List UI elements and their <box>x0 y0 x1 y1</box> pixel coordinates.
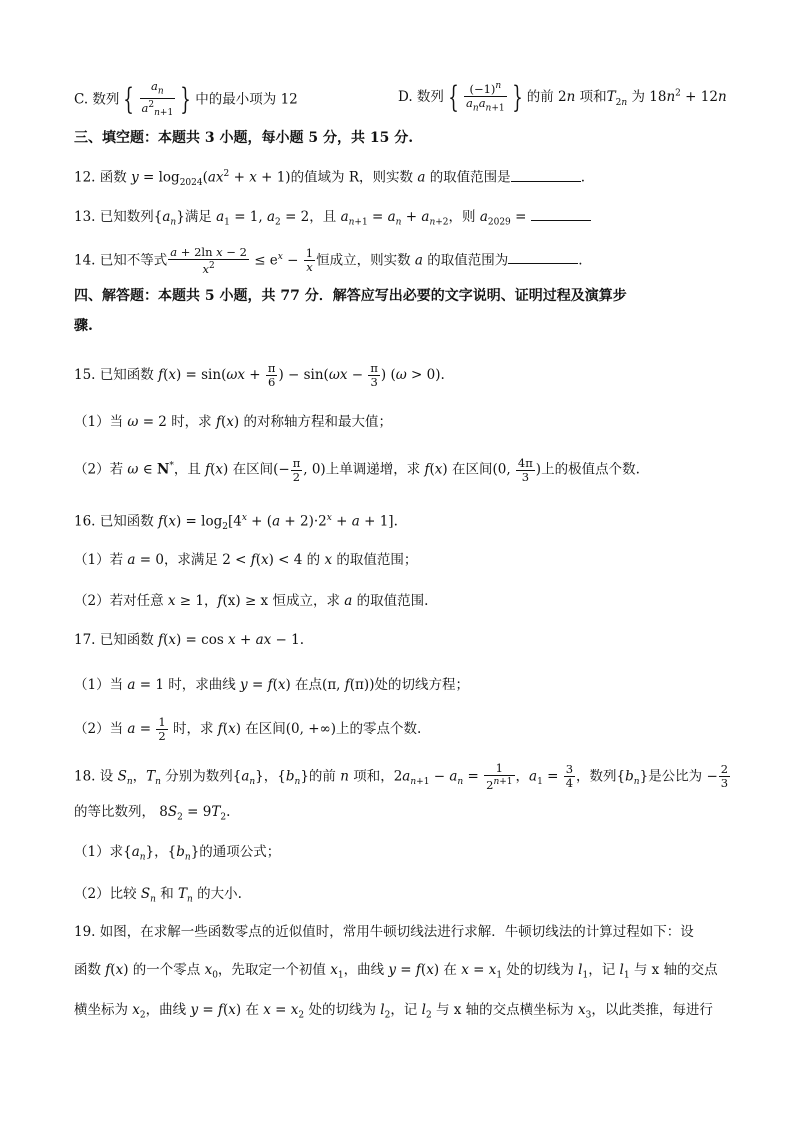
section-4-title-cont: 骤. <box>74 318 93 334</box>
answer-blank[interactable] <box>508 249 578 264</box>
fraction: $\frac{a_n}{a^2_{n+1}}$ <box>141 79 174 119</box>
question-19: 19. 如图，在求解一些函数零点的近似值时，常用牛顿切线法进行求解．牛顿切线法的计算过程如下：设 <box>74 924 694 940</box>
question-14: 14. 已知不等式 $\frac{\text{a + 2ln x − 2}}{x^2}$ ≤ $e^x$ − $\frac{1}{x}$ 恒成立，则实数 a 的取值范围为 . <box>74 245 583 276</box>
option-c-label: C. 数列 <box>74 91 120 108</box>
option-c-text: 中的最小项为 12 <box>195 91 298 108</box>
option-c: C. 数列 { $\frac{a_n}{a^2_{n+1}}$ } 中的最小项为 12 <box>74 79 298 119</box>
question-18-part-1: （1）求$\{a_n\}$，$\{b_n\}$的通项公式； <box>74 844 281 863</box>
question-15-part-1: （1）当 ω = 2 时，求 f(x) 的对称轴方程和最大值； <box>74 414 392 430</box>
option-d: D. 数列 { $\frac{(-1)^n}{a_na_{n+1}}$ } 的前 2n 项和$T_{2n}$ 为 $18n^2 + 12n$ <box>398 79 727 115</box>
question-15: 15. 已知函数 f(x) = sin(ωx + $\frac{\pi}{6}$ ) − sin(ωx − $\frac{\pi}{3}$ ) (ω > 0). <box>74 361 445 389</box>
question-17: 17. 已知函数 f(x) = cos x + ax − 1. <box>74 632 305 648</box>
fraction: $\frac{(-1)^n}{a_na_{n+1}}$ <box>466 81 505 114</box>
section-4-title: 四、解答题：本题共 5 小题，共 77 分．解答应写出必要的文字说明、证明过程及演算步 <box>74 288 627 304</box>
question-19-line-2: 函数 f(x) 的一个零点 $x_0$，先取定一个初值 $x_1$，曲线 y = f(x) 在 $x = x_1$ 处的切线为 $l_1$，记 $l_1$ 与 x 轴的交点 <box>74 962 718 981</box>
question-18-part-2: （2）比较 $S_n$ 和 $T_n$ 的大小. <box>74 886 242 905</box>
section-3-title: 三、填空题：本题共 3 小题，每小题 5 分，共 15 分. <box>74 130 414 146</box>
answer-blank[interactable] <box>511 167 581 182</box>
question-17-part-2: （2）当 a = $\frac{1}{2}$ 时，求 f(x) 在区间(0, +∞)上的零点个数. <box>74 715 422 743</box>
question-18: 18. 设 $S_n$，$T_n$ 分别为数列$\{a_n\}$，$\{b_n\}$的前 n 项和，$2a_{n+1} - a_n$ = $\frac{1}{2^{n+1}}$ ，$a_1$ = $\frac{3}{4}$ ，数列$\{b_n\}$是公比为 − $\frac{2}{3}$ <box>74 761 729 792</box>
question-18-cont: 的等比数列， $8S_2 = 9T_2$. <box>74 804 231 823</box>
question-19-line-3: 横坐标为 $x_2$，曲线 y = f(x) 在 $x = x_2$ 处的切线为 $l_2$，记 $l_2$ 与 x 轴的交点横坐标为 $x_3$，以此类推，每进行 <box>74 1002 713 1021</box>
question-15-part-2: （2）若 ω ∈ N*，且 f(x) 在区间(− $\frac{\pi}{2}$ , 0)上单调递增，求 f(x) 在区间(0, $\frac{4\pi}{3}$ )上的极值点个数. <box>74 455 640 484</box>
question-12: 12. 函数 $y = \log_{2024}(ax^2 + x + 1)$的值域为 R，则实数 a 的取值范围是 . <box>74 164 585 193</box>
question-13: 13. 已知数列$\{a_n\}$满足 $a_1 = 1$, $a_2 = 2$，且 $a_{n+1} = a_n + a_{n+2}$，则 $a_{2029}$ = <box>74 206 591 233</box>
question-17-part-1: （1）当 a = 1 时，求曲线 y = f(x) 在点(π, f(π))处的切线方程； <box>74 677 469 693</box>
option-d-label: D. 数列 <box>398 89 444 106</box>
question-16: 16. 已知函数 $f(x) = \log_2[4^x + (a + 2)\cdot 2^x + a + 1]$. <box>74 513 398 533</box>
question-16-part-1: （1）若 a = 0，求满足 2 < f(x) < 4 的 x 的取值范围； <box>74 552 418 568</box>
question-16-part-2: （2）若对任意 x ≥ 1，f(x) ≥ x 恒成立，求 a 的取值范围. <box>74 593 429 609</box>
answer-blank[interactable] <box>531 206 591 221</box>
